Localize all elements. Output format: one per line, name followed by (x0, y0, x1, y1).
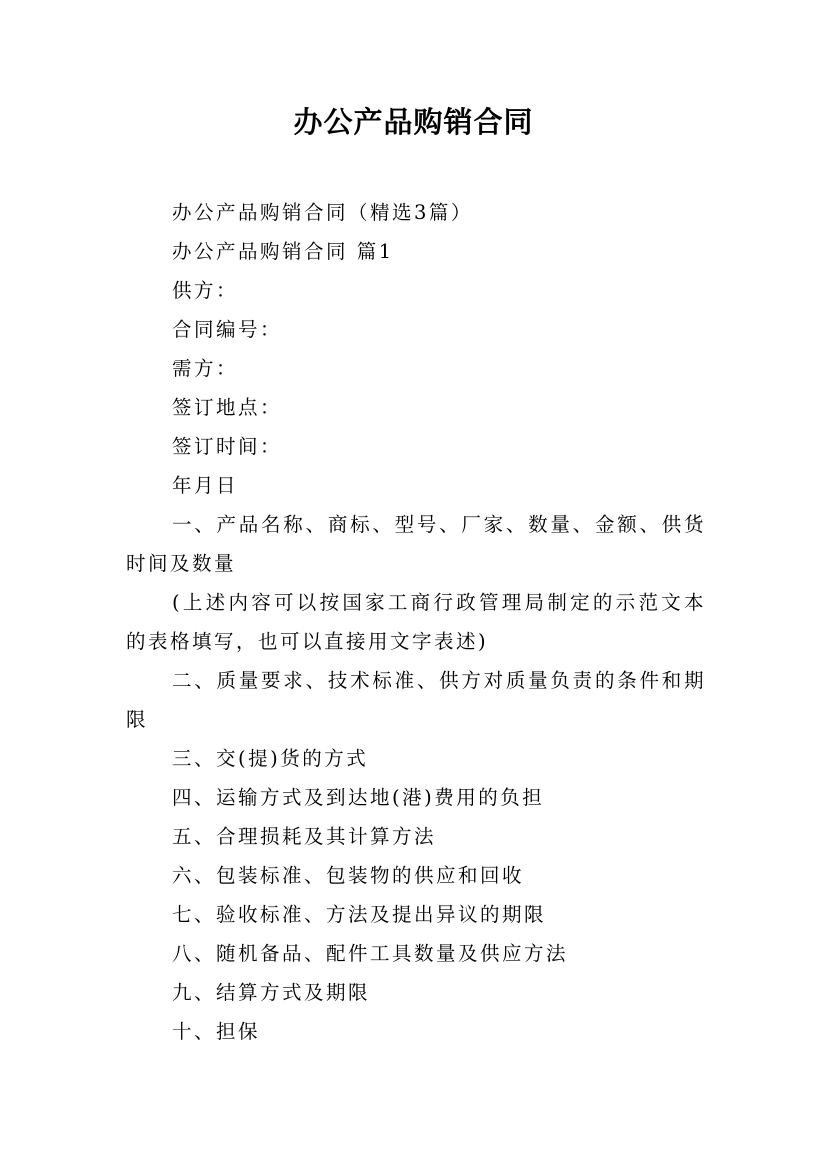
paragraph-clause-2: 二、质量要求、技术标准、供方对质量负责的条件和期限 (126, 669, 706, 731)
paragraph-clause-6: 六、包装标准、包装物的供应和回收 (172, 864, 525, 887)
paragraph-supplier: 供方： (172, 279, 239, 302)
paragraph-signing-place: 签订地点： (172, 396, 283, 419)
paragraph-part-heading: 办公产品购销合同 篇1 (172, 240, 394, 263)
paragraph-date: 年月日 (172, 474, 239, 497)
paragraph-clause-1: 一、产品名称、商标、型号、厂家、数量、金额、供货时间及数量 (126, 513, 706, 575)
paragraph-clause-4: 四、运输方式及到达地(港)费用的负担 (172, 786, 545, 809)
paragraph-clause-10: 十、担保 (172, 1020, 261, 1043)
paragraph-collection-heading: 办公产品购销合同（精选3篇） (172, 201, 473, 224)
paragraph-contract-number: 合同编号： (172, 318, 283, 341)
paragraph-clause-5: 五、合理损耗及其计算方法 (172, 825, 437, 848)
paragraph-clause-9: 九、结算方式及期限 (172, 981, 371, 1004)
paragraph-clause-7: 七、验收标准、方法及提出异议的期限 (172, 903, 547, 926)
paragraph-signing-time: 签订时间： (172, 435, 283, 458)
paragraph-clause-3: 三、交(提)货的方式 (172, 747, 369, 770)
paragraph-buyer: 需方： (172, 357, 239, 380)
document-body (126, 193, 706, 1051)
paragraph-clause-8: 八、随机备品、配件工具数量及供应方法 (172, 942, 569, 965)
paragraph-clause-1-note: (上述内容可以按国家工商行政管理局制定的示范文本的表格填写，也可以直接用文字表述) (126, 591, 706, 653)
document-title: 办公产品购销合同 (293, 105, 534, 139)
